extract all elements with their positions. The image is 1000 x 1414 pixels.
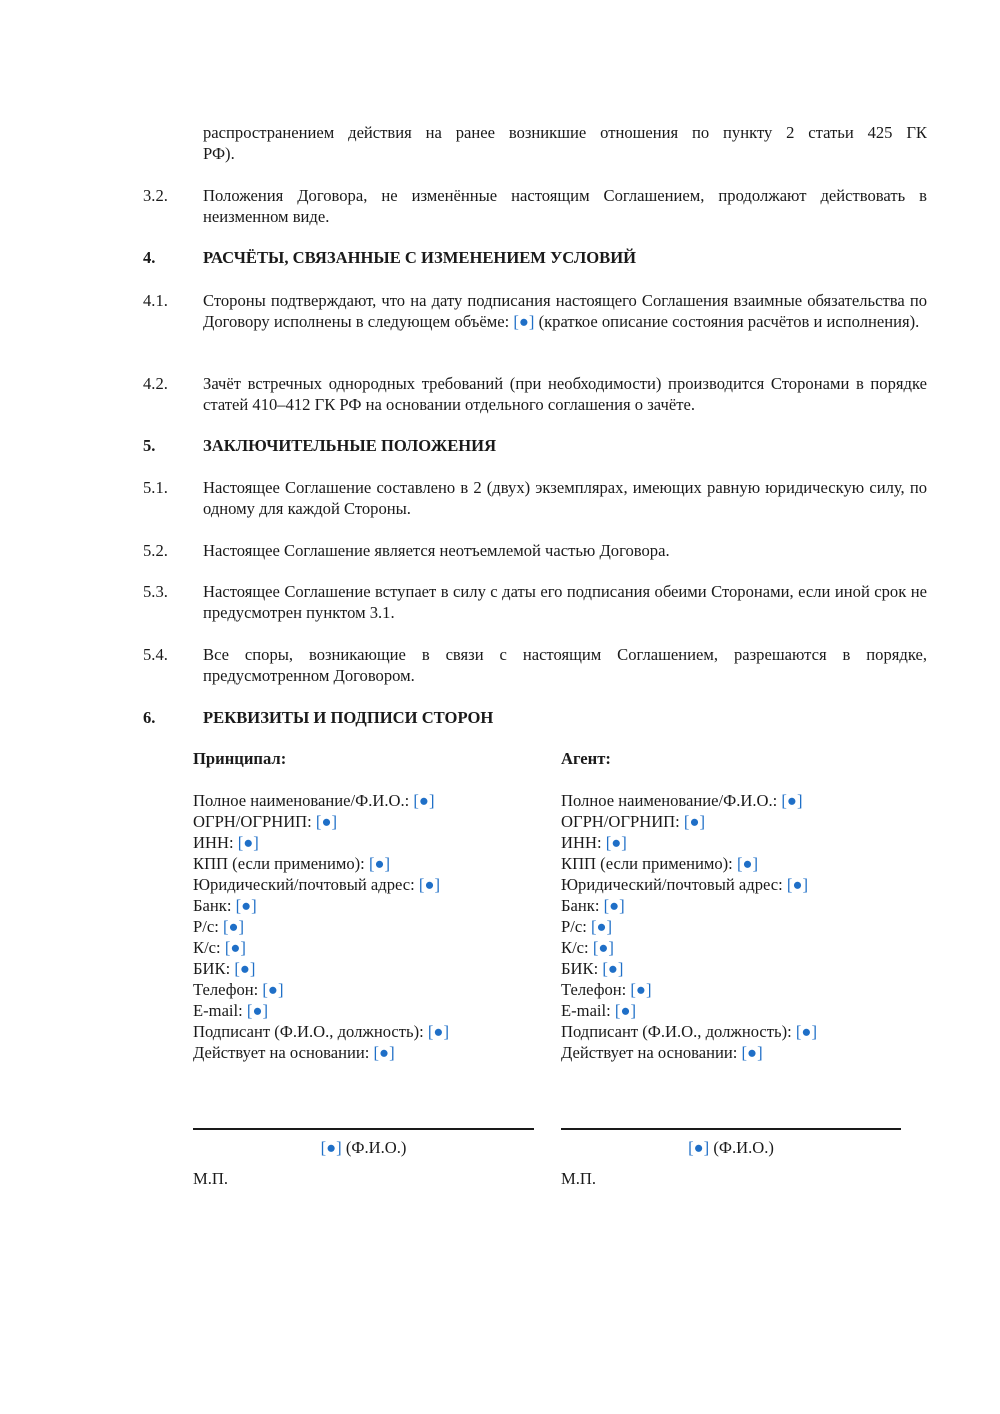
clause-number-4-2: 4.2. [143,374,168,393]
clause-4-2-text: Зачёт встречных однородных требований (при необходимости) производится Сторонами в порядке статей 410–412 ГК РФ на основании отдельного соглашения о зачёте. [203,374,927,414]
principal-field-row [193,937,538,958]
clause-4-1-text [203,290,927,332]
placeholder-marker: [●] [590,917,613,936]
agent-field-row [561,790,906,811]
clause-5-1-text: Настоящее Соглашение составлено в 2 (двух) экземплярах, имеющих равную юридическую силу, по одному для каждой Стороны. [203,478,927,518]
placeholder-marker: [●] [592,938,614,957]
agent-heading: Агент: [561,749,611,768]
field-label: ОГРН/ОГРНИП: [561,812,684,831]
principal-field-row [193,853,538,874]
continuation-paragraph [203,122,927,164]
section-4-title: РАСЧЁТЫ, СВЯЗАННЫЕ С ИЗМЕНЕНИЕМ УСЛОВИЙ [203,248,637,267]
agent-signature-caption [561,1137,901,1158]
principal-heading: Принципал: [193,749,287,768]
agent-field-row [561,1042,906,1063]
agent-field-row [561,937,906,958]
principal-field-row [193,895,538,916]
agent-signature-line [561,1128,901,1130]
principal-field-row [193,874,538,895]
field-label: Телефон: [561,980,631,999]
clause-number-5-1: 5.1. [143,478,168,497]
agent-field-row [561,832,906,853]
field-label: Действует на основании: [561,1043,742,1062]
placeholder-marker: [●] [224,938,246,957]
agent-requisites [561,748,906,1063]
field-label: К/с: [561,938,593,957]
placeholder-marker: [●] [413,791,435,810]
field-label: Телефон: [193,980,263,999]
principal-field-row [193,916,538,937]
placeholder-marker: [●] [368,854,391,873]
placeholder-marker: [●] [688,1138,710,1157]
placeholder-marker: [●] [222,917,245,936]
clause-number-5-2: 5.2. [143,541,168,560]
principal-field-row [193,1021,538,1042]
agent-field-row [561,853,906,874]
placeholder-marker: [●] [786,875,808,894]
placeholder-marker: [●] [246,1001,268,1020]
field-label: Подписант (Ф.И.О., должность): [561,1022,796,1041]
placeholder-marker: [●] [234,959,256,978]
continuation-line-2: РФ). [203,144,235,163]
clause-number-5-3: 5.3. [143,582,168,601]
agent-field-row [561,874,906,895]
field-label: БИК: [561,959,603,978]
clause-5-4-text: Все споры, возникающие в связи с настоящим Соглашением, разрешаются в порядке, предусмотренном Договором. [203,645,927,685]
placeholder-marker: [●] [736,854,759,873]
section-number-6: 6. [143,708,156,727]
continuation-line-1: распространением действия на ранее возникшие отношения по пункту 2 статьи 425 ГК [203,123,927,142]
placeholder-marker: [●] [630,980,652,999]
placeholder-marker: [●] [741,1043,763,1062]
agent-field-row [561,1000,906,1021]
principal-field-row [193,1000,538,1021]
field-label: ОГРН/ОГРНИП: [193,812,316,831]
section-5-title: ЗАКЛЮЧИТЕЛЬНЫЕ ПОЛОЖЕНИЯ [203,436,497,455]
clause-5-3-text: Настоящее Соглашение вступает в силу с даты его подписания обеими Сторонами, если иной срок не предусмотрен пунктом 3.1. [203,582,927,622]
clause-4-1-after: (краткое описание состояния расчётов и исполнения). [534,312,920,331]
agent-field-row [561,1021,906,1042]
placeholder-marker: [●] [605,833,627,852]
field-label: БИК: [193,959,235,978]
placeholder-marker: [●] [603,896,625,915]
agent-stamp: М.П. [561,1169,597,1188]
section-6-title: РЕКВИЗИТЫ И ПОДПИСИ СТОРОН [203,708,494,727]
principal-field-row [193,958,538,979]
principal-fields [193,790,538,1063]
field-label: Полное наименование/Ф.И.О.: [561,791,782,810]
placeholder-marker: [●] [235,896,257,915]
field-label: Юридический/почтовый адрес: [193,875,419,894]
placeholder-marker: [●] [683,812,705,831]
agent-field-row [561,895,906,916]
field-label: Полное наименование/Ф.И.О.: [193,791,414,810]
field-label: КПП (если применимо): [561,854,737,873]
field-label: ИНН: [193,833,238,852]
placeholder-marker: [●] [320,1138,342,1157]
principal-requisites [193,748,538,1063]
clause-3-2-text: Положения Договора, не изменённые настоящим Соглашением, продолжают действовать в неизменном виде. [203,186,927,226]
field-label: E-mail: [561,1001,615,1020]
principal-field-row [193,979,538,1000]
placeholder-marker: [●] [795,1022,817,1041]
principal-signature-line [193,1128,534,1130]
placeholder-marker: [●] [427,1022,449,1041]
clause-number-5-4: 5.4. [143,645,168,664]
agent-field-row [561,979,906,1000]
agent-field-row [561,811,906,832]
field-label: К/с: [193,938,225,957]
clause-5-2-text: Настоящее Соглашение является неотъемлемой частью Договора. [203,541,670,560]
principal-field-row [193,790,538,811]
placeholder-marker: [●] [602,959,624,978]
principal-stamp: М.П. [193,1169,229,1188]
placeholder-marker: [●] [373,1043,395,1062]
section-number-4: 4. [143,248,156,267]
placeholder-marker: [●] [781,791,803,810]
placeholder-marker: [●] [262,980,284,999]
field-label: Действует на основании: [193,1043,374,1062]
field-label: E-mail: [193,1001,247,1020]
agent-field-row [561,958,906,979]
clause-number-4-1: 4.1. [143,291,168,310]
field-label: Подписант (Ф.И.О., должность): [193,1022,428,1041]
field-label: Юридический/почтовый адрес: [561,875,787,894]
placeholder-marker: [●] [513,312,535,331]
principal-field-row [193,832,538,853]
field-label: Банк: [193,896,236,915]
principal-signature-caption [193,1137,534,1158]
signature-caption-text: (Ф.И.О.) [709,1138,774,1157]
clause-4-1-before: Стороны подтверждают, что на дату подписания настоящего Соглашения взаимные обязательства по Договору исполнены в следующем объёме: [203,291,927,331]
field-label: КПП (если применимо): [193,854,369,873]
placeholder-marker: [●] [614,1001,636,1020]
placeholder-marker: [●] [315,812,337,831]
principal-field-row [193,811,538,832]
agent-fields [561,790,906,1063]
field-label: Р/с: [193,917,223,936]
placeholder-marker: [●] [237,833,259,852]
principal-field-row [193,1042,538,1063]
placeholder-marker: [●] [418,875,440,894]
section-number-5: 5. [143,436,156,455]
field-label: ИНН: [561,833,606,852]
signature-caption-text: (Ф.И.О.) [341,1138,407,1157]
agent-field-row [561,916,906,937]
field-label: Банк: [561,896,604,915]
clause-number-3-2: 3.2. [143,186,168,205]
field-label: Р/с: [561,917,591,936]
